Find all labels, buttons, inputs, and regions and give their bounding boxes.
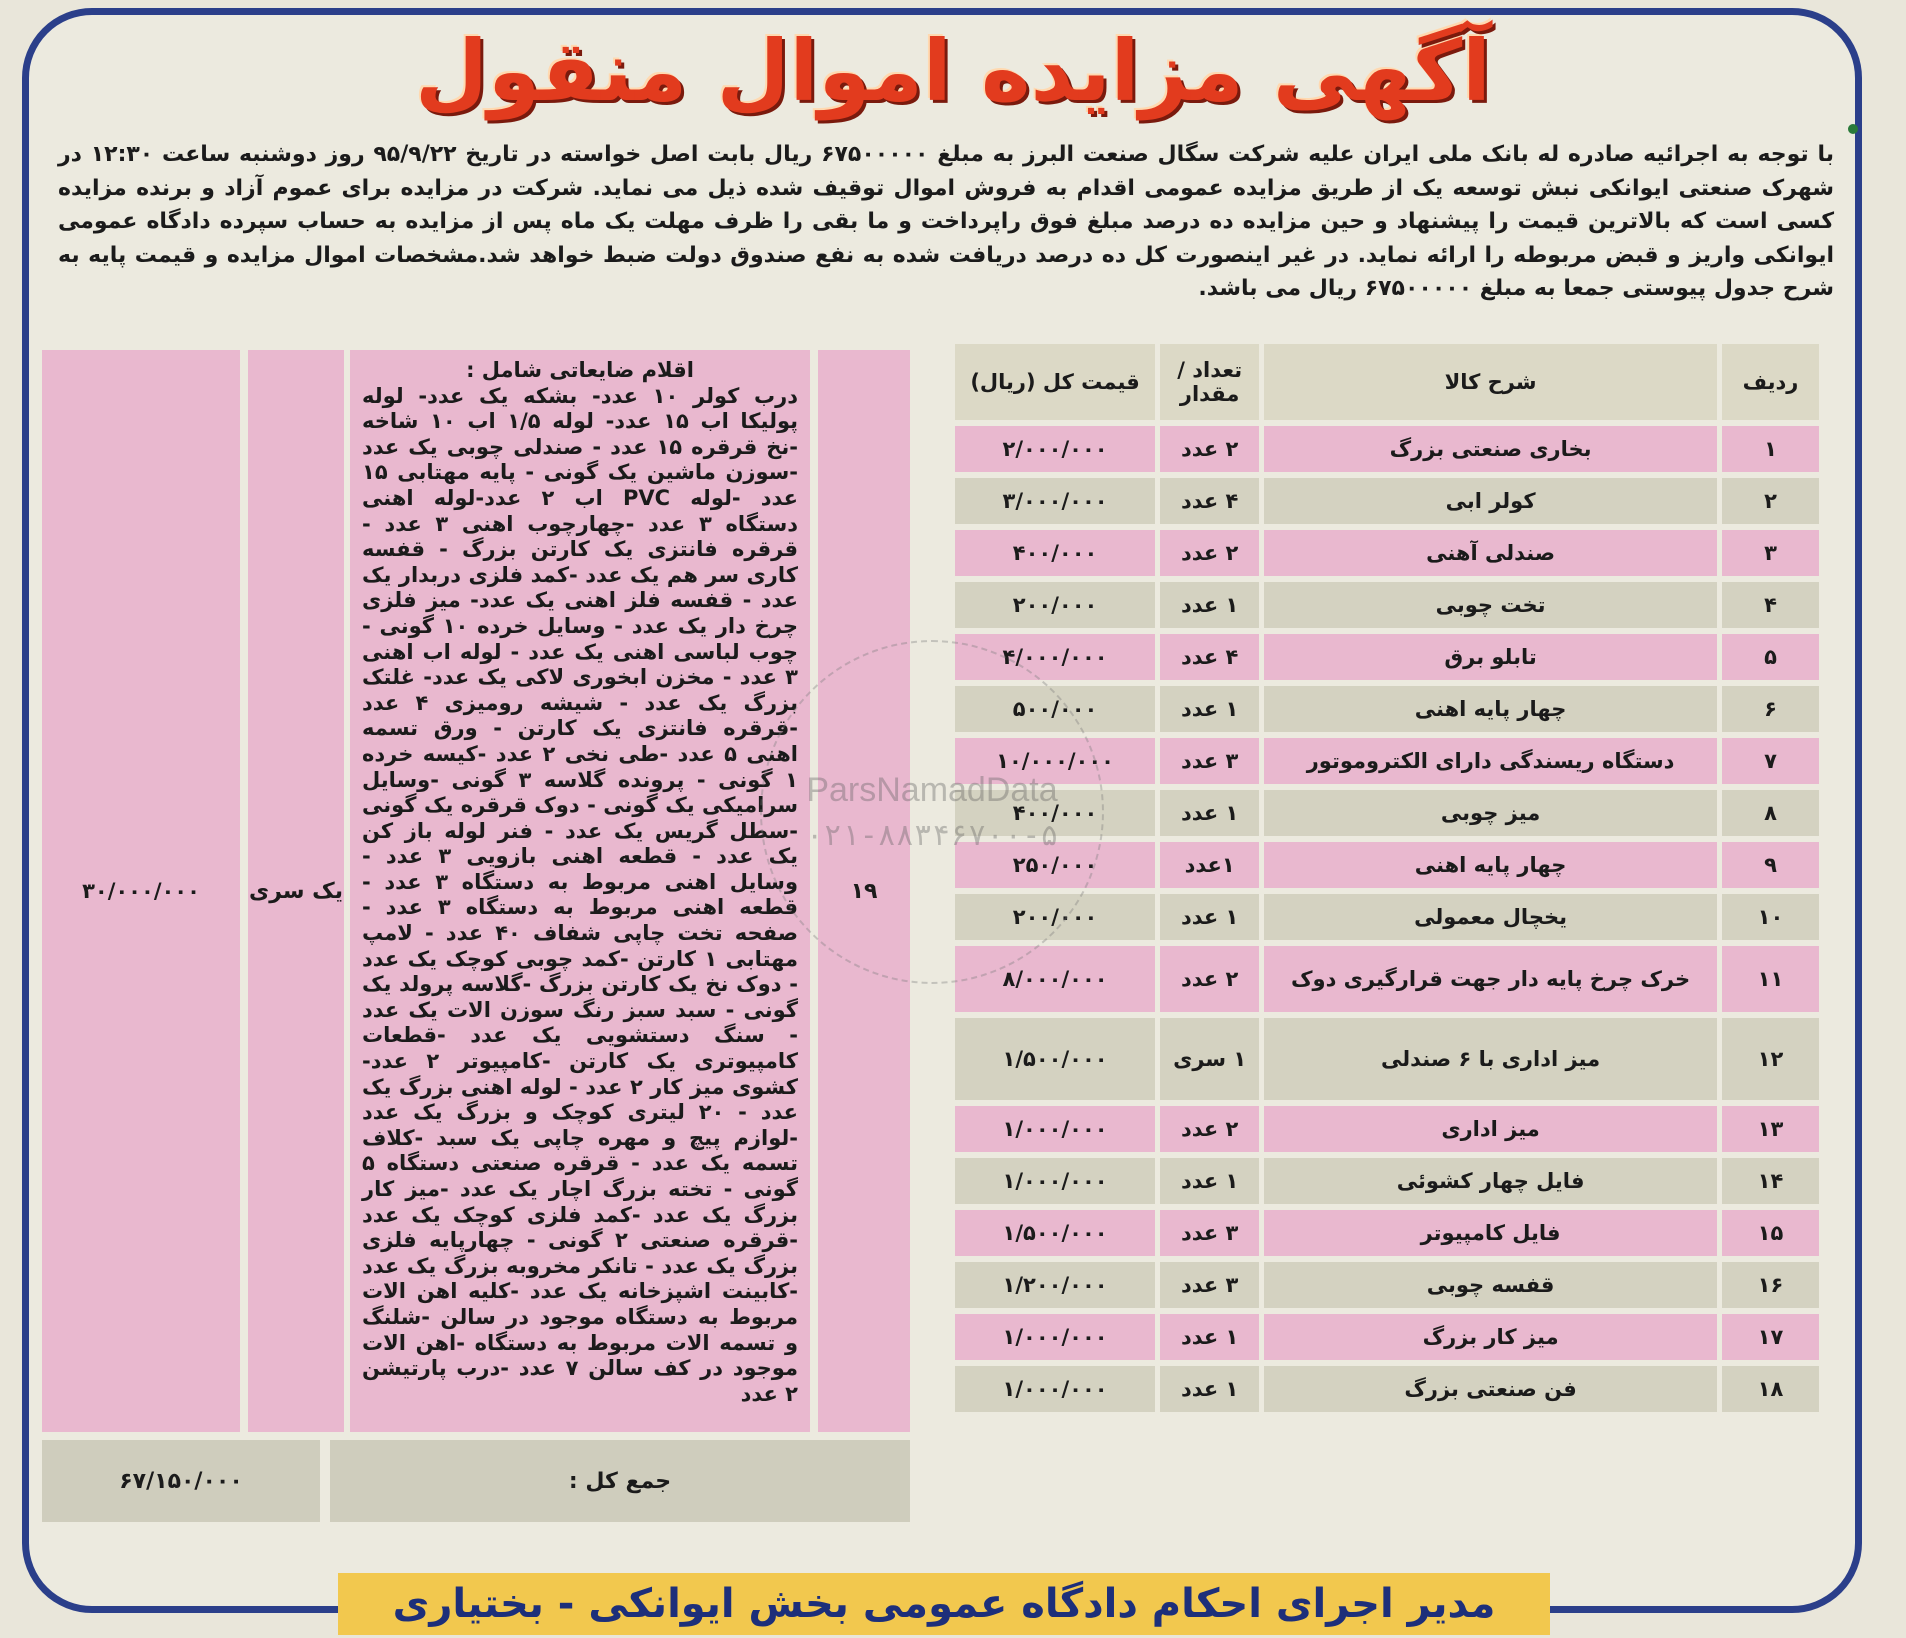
row-quantity: ۱ عدد	[1160, 894, 1259, 940]
misc-row-price: ۳۰/۰۰۰/۰۰۰	[42, 350, 240, 1432]
misc-row-index: ۱۹	[818, 350, 910, 1432]
table-row	[955, 478, 1819, 524]
row-index: ۵	[1722, 634, 1819, 680]
row-quantity: ۲ عدد	[1160, 426, 1259, 472]
footer-signature: مدیر اجرای احکام دادگاه عمومی بخش ایوانکی - بختیاری	[338, 1573, 1550, 1635]
table-row	[955, 1314, 1819, 1360]
row-quantity: ۱عدد	[1160, 842, 1259, 888]
row-price: ۸/۰۰۰/۰۰۰	[955, 946, 1155, 1012]
row-description: میز اداری با ۶ صندلی	[1264, 1018, 1717, 1100]
items-table-body	[955, 426, 1819, 1412]
row-index: ۱۰	[1722, 894, 1819, 940]
watermark-brand: ParsNamadData	[806, 771, 1058, 809]
total-label: جمع کل :	[330, 1440, 910, 1522]
row-price: ۱/۵۰۰/۰۰۰	[955, 1018, 1155, 1100]
row-price: ۱۰/۰۰۰/۰۰۰	[955, 738, 1155, 784]
misc-row-description	[350, 350, 810, 1432]
row-quantity: ۱ عدد	[1160, 1366, 1259, 1412]
row-price: ۲/۰۰۰/۰۰۰	[955, 426, 1155, 472]
table-row	[955, 894, 1819, 940]
table-row	[955, 1158, 1819, 1204]
row-price: ۴۰۰/۰۰۰	[955, 790, 1155, 836]
row-description: قفسه چوبی	[1264, 1262, 1717, 1308]
table-row	[955, 426, 1819, 472]
row-price: ۱/۲۰۰/۰۰۰	[955, 1262, 1155, 1308]
row-quantity: ۳ عدد	[1160, 1262, 1259, 1308]
row-index: ۶	[1722, 686, 1819, 732]
row-index: ۱۵	[1722, 1210, 1819, 1256]
row-price: ۴۰۰/۰۰۰	[955, 530, 1155, 576]
table-row	[955, 1366, 1819, 1412]
row-description: خرک چرخ پایه دار جهت قرارگیری دوک	[1264, 946, 1717, 1012]
row-description: بخاری صنعتی بزرگ	[1264, 426, 1717, 472]
row-index: ۳	[1722, 530, 1819, 576]
header-price: قیمت کل (ریال)	[955, 344, 1155, 420]
row-index: ۱۲	[1722, 1018, 1819, 1100]
header-quantity: تعداد / مقدار	[1160, 344, 1259, 420]
row-index: ۱	[1722, 426, 1819, 472]
misc-row-quantity: یک سری	[248, 350, 344, 1432]
row-quantity: ۲ عدد	[1160, 946, 1259, 1012]
total-value: ۶۷/۱۵۰/۰۰۰	[42, 1440, 320, 1522]
row-description: دستگاه ریسندگی دارای الکتروموتور	[1264, 738, 1717, 784]
row-price: ۵۰۰/۰۰۰	[955, 686, 1155, 732]
row-quantity: ۱ عدد	[1160, 582, 1259, 628]
header-description: شرح کالا	[1264, 344, 1717, 420]
row-quantity: ۱ سری	[1160, 1018, 1259, 1100]
row-quantity: ۱ عدد	[1160, 1314, 1259, 1360]
row-price: ۱/۰۰۰/۰۰۰	[955, 1106, 1155, 1152]
row-price: ۲۵۰/۰۰۰	[955, 842, 1155, 888]
header-index: ردیف	[1722, 344, 1819, 420]
row-description: یخچال معمولی	[1264, 894, 1717, 940]
row-description: میز کار بزرگ	[1264, 1314, 1717, 1360]
table-row	[955, 686, 1819, 732]
row-description: چهار پایه اهنی	[1264, 842, 1717, 888]
row-quantity: ۴ عدد	[1160, 478, 1259, 524]
table-row	[955, 1018, 1819, 1100]
watermark-stamp	[760, 640, 1104, 984]
table-row	[955, 946, 1819, 1012]
row-index: ۲	[1722, 478, 1819, 524]
row-price: ۴/۰۰۰/۰۰۰	[955, 634, 1155, 680]
row-quantity: ۳ عدد	[1160, 1210, 1259, 1256]
intro-paragraph: با توجه به اجرائیه صادره له بانک ملی ایران علیه شرکت سگال صنعت البرز به مبلغ ۶۷۵۰۰۰۰۰ ریال بابت اصل خواسته در تاریخ ۹۵/۹/۲۲ روز دوشنبه ساعت ۱۲:۳۰ در شهرک صنعتی ایوانکی نبش توسعه یک از طریق مزایده عمومی اقدام به فروش اموال توقیف شده ذیل می نماید. شرکت در مزایده برای عموم آزاد و برنده مزایده کسی است که بالاترین قیمت را پیشنهاد و حین مزایده ده درصد مبلغ فوق راپرداخت و ما بقی را ظرف مهلت یک ماه پس از مزایده به حساب سپرده دادگاه عمومی ایوانکی واریز و قبض مربوطه را ارائه نماید. در غیر اینصورت کل ده درصد دریافت شده به نفع صندوق دولت ضبط خواهد شد.مشخصات اموال مزایده و قیمت پایه به شرح جدول پیوستی جمعا به مبلغ ۶۷۵۰۰۰۰۰ ریال می باشد.	[58, 142, 1834, 301]
row-index: ۹	[1722, 842, 1819, 888]
row-price: ۳/۰۰۰/۰۰۰	[955, 478, 1155, 524]
row-price: ۱/۰۰۰/۰۰۰	[955, 1158, 1155, 1204]
table-row	[955, 582, 1819, 628]
row-index: ۱۷	[1722, 1314, 1819, 1360]
row-index: ۸	[1722, 790, 1819, 836]
row-description: فایل چهار کشوئی	[1264, 1158, 1717, 1204]
misc-row-text: درب کولر ۱۰ عدد- بشکه یک عدد- لوله پولیکا اب ۱۵ عدد- لوله ۱/۵ اب ۱۰ شاخه -نخ قرقره ۱۵ عدد - صندلی چوبی یک عدد -سوزن ماشین یک گونی - پایه مهتابی ۱۵ عدد -لوله PVC اب ۲ عدد-لوله اهنی دستگاه ۳ عدد -چهارچوب اهنی ۳ عدد - قرقره فانتزی یک کارتن بزرگ - قفسه کاری سر هم یک عدد -کمد فلزی دربدار یک عدد - قفسه فلز اهنی یک عدد- میز فلزی چرخ دار یک عدد - وسایل خرده ۱۰ گونی - چوب لباسی اهنی یک عدد - لوله اب اهنی ۳ عدد - مخزن ابخوری لاکی یک عدد- غلتک بزرگ یک عدد - شیشه رومیزی ۴ عدد -قرقره فانتزی یک کارتن - ورق تسمه اهنی ۵ عدد -طی نخی ۲ عدد -کیسه خرده ۱ گونی - پرونده گلاسه ۳ گونی -وسایل سرامیکی یک گونی - دوک قرقره یک گونی -سطل گریس یک عدد - فنر لوله باز کن یک عدد - قطعه اهنی بازویی ۳ عدد - وسایل اهنی مربوط به دستگاه ۳ عدد - قطعه اهنی مربوط به دستگاه ۳ عدد - صفحه تخت چاپی شفاف ۴۰ عدد - لامپ مهتابی ۱ کارتن -کمد چوبی کوچک یک عدد - دوک نخ یک کارتن بزرگ -گلاسه پرولد یک گونی - سبد سبز رنگ سوزن الات یک عدد - سنگ دستشویی یک عدد -قطعات کامپیوتری یک کارتن -کامپیوتر ۲ عدد-کشوی میز کار ۲ عدد - لوله اهنی بزرگ یک عدد - ۲۰ لیتری کوچک و بزرگ یک عدد -لوازم پیچ و مهره چاپی یک سبد -کلاف تسمه یک عدد - قرقره صنعتی دستگاه ۵ گونی - تخته بزرگ اچار یک عدد -میز کار بزرگ یک عدد -کمد فلزی کوچک یک عدد -قرقره صنعتی ۲ گونی - چهارپایه فلزی بزرگ یک عدد - تانکر مخروبه بزرگ یک عدد -کابینت اشپزخانه یک عدد -کلیه اهن الات مربوط به دستگاه موجود در سالن -شلنگ و تسمه الات مربوط به دستگاه -اهن الات موجود در کف سالن ۷ عدد -درب پارتیشن ۲ عدد	[362, 383, 799, 1406]
row-price: ۲۰۰/۰۰۰	[955, 894, 1155, 940]
row-description: فایل کامپیوتر	[1264, 1210, 1717, 1256]
watermark-phone: ۰۲۱-۸۸۳۴۶۷۰۰-۵	[805, 818, 1059, 853]
table-row	[955, 530, 1819, 576]
row-index: ۱۱	[1722, 946, 1819, 1012]
row-quantity: ۱ عدد	[1160, 686, 1259, 732]
row-description: میز چوبی	[1264, 790, 1717, 836]
row-index: ۱۸	[1722, 1366, 1819, 1412]
row-price: ۱/۰۰۰/۰۰۰	[955, 1314, 1155, 1360]
row-price: ۱/۰۰۰/۰۰۰	[955, 1366, 1155, 1412]
table-row	[955, 1106, 1819, 1152]
row-description: تخت چوبی	[1264, 582, 1717, 628]
row-index: ۱۴	[1722, 1158, 1819, 1204]
row-description: میز اداری	[1264, 1106, 1717, 1152]
row-quantity: ۲ عدد	[1160, 530, 1259, 576]
row-description: چهار پایه اهنی	[1264, 686, 1717, 732]
row-description: فن صنعتی بزرگ	[1264, 1366, 1717, 1412]
row-quantity: ۳ عدد	[1160, 738, 1259, 784]
row-index: ۴	[1722, 582, 1819, 628]
row-price: ۱/۵۰۰/۰۰۰	[955, 1210, 1155, 1256]
table-row	[955, 1262, 1819, 1308]
row-quantity: ۴ عدد	[1160, 634, 1259, 680]
table-row	[955, 634, 1819, 680]
margin-dot	[1848, 124, 1858, 134]
misc-row-heading: اقلام ضایعاتی شامل :	[466, 358, 694, 382]
row-price: ۲۰۰/۰۰۰	[955, 582, 1155, 628]
ad-title: آگهی مزایده اموال منقول	[415, 22, 1491, 120]
row-index: ۷	[1722, 738, 1819, 784]
row-index: ۱۶	[1722, 1262, 1819, 1308]
row-quantity: ۲ عدد	[1160, 1106, 1259, 1152]
row-description: تابلو برق	[1264, 634, 1717, 680]
table-row	[955, 1210, 1819, 1256]
row-index: ۱۳	[1722, 1106, 1819, 1152]
row-description: کولر ابی	[1264, 478, 1717, 524]
table-header-row	[955, 344, 1819, 420]
row-quantity: ۱ عدد	[1160, 1158, 1259, 1204]
row-quantity: ۱ عدد	[1160, 790, 1259, 836]
row-description: صندلی آهنی	[1264, 530, 1717, 576]
